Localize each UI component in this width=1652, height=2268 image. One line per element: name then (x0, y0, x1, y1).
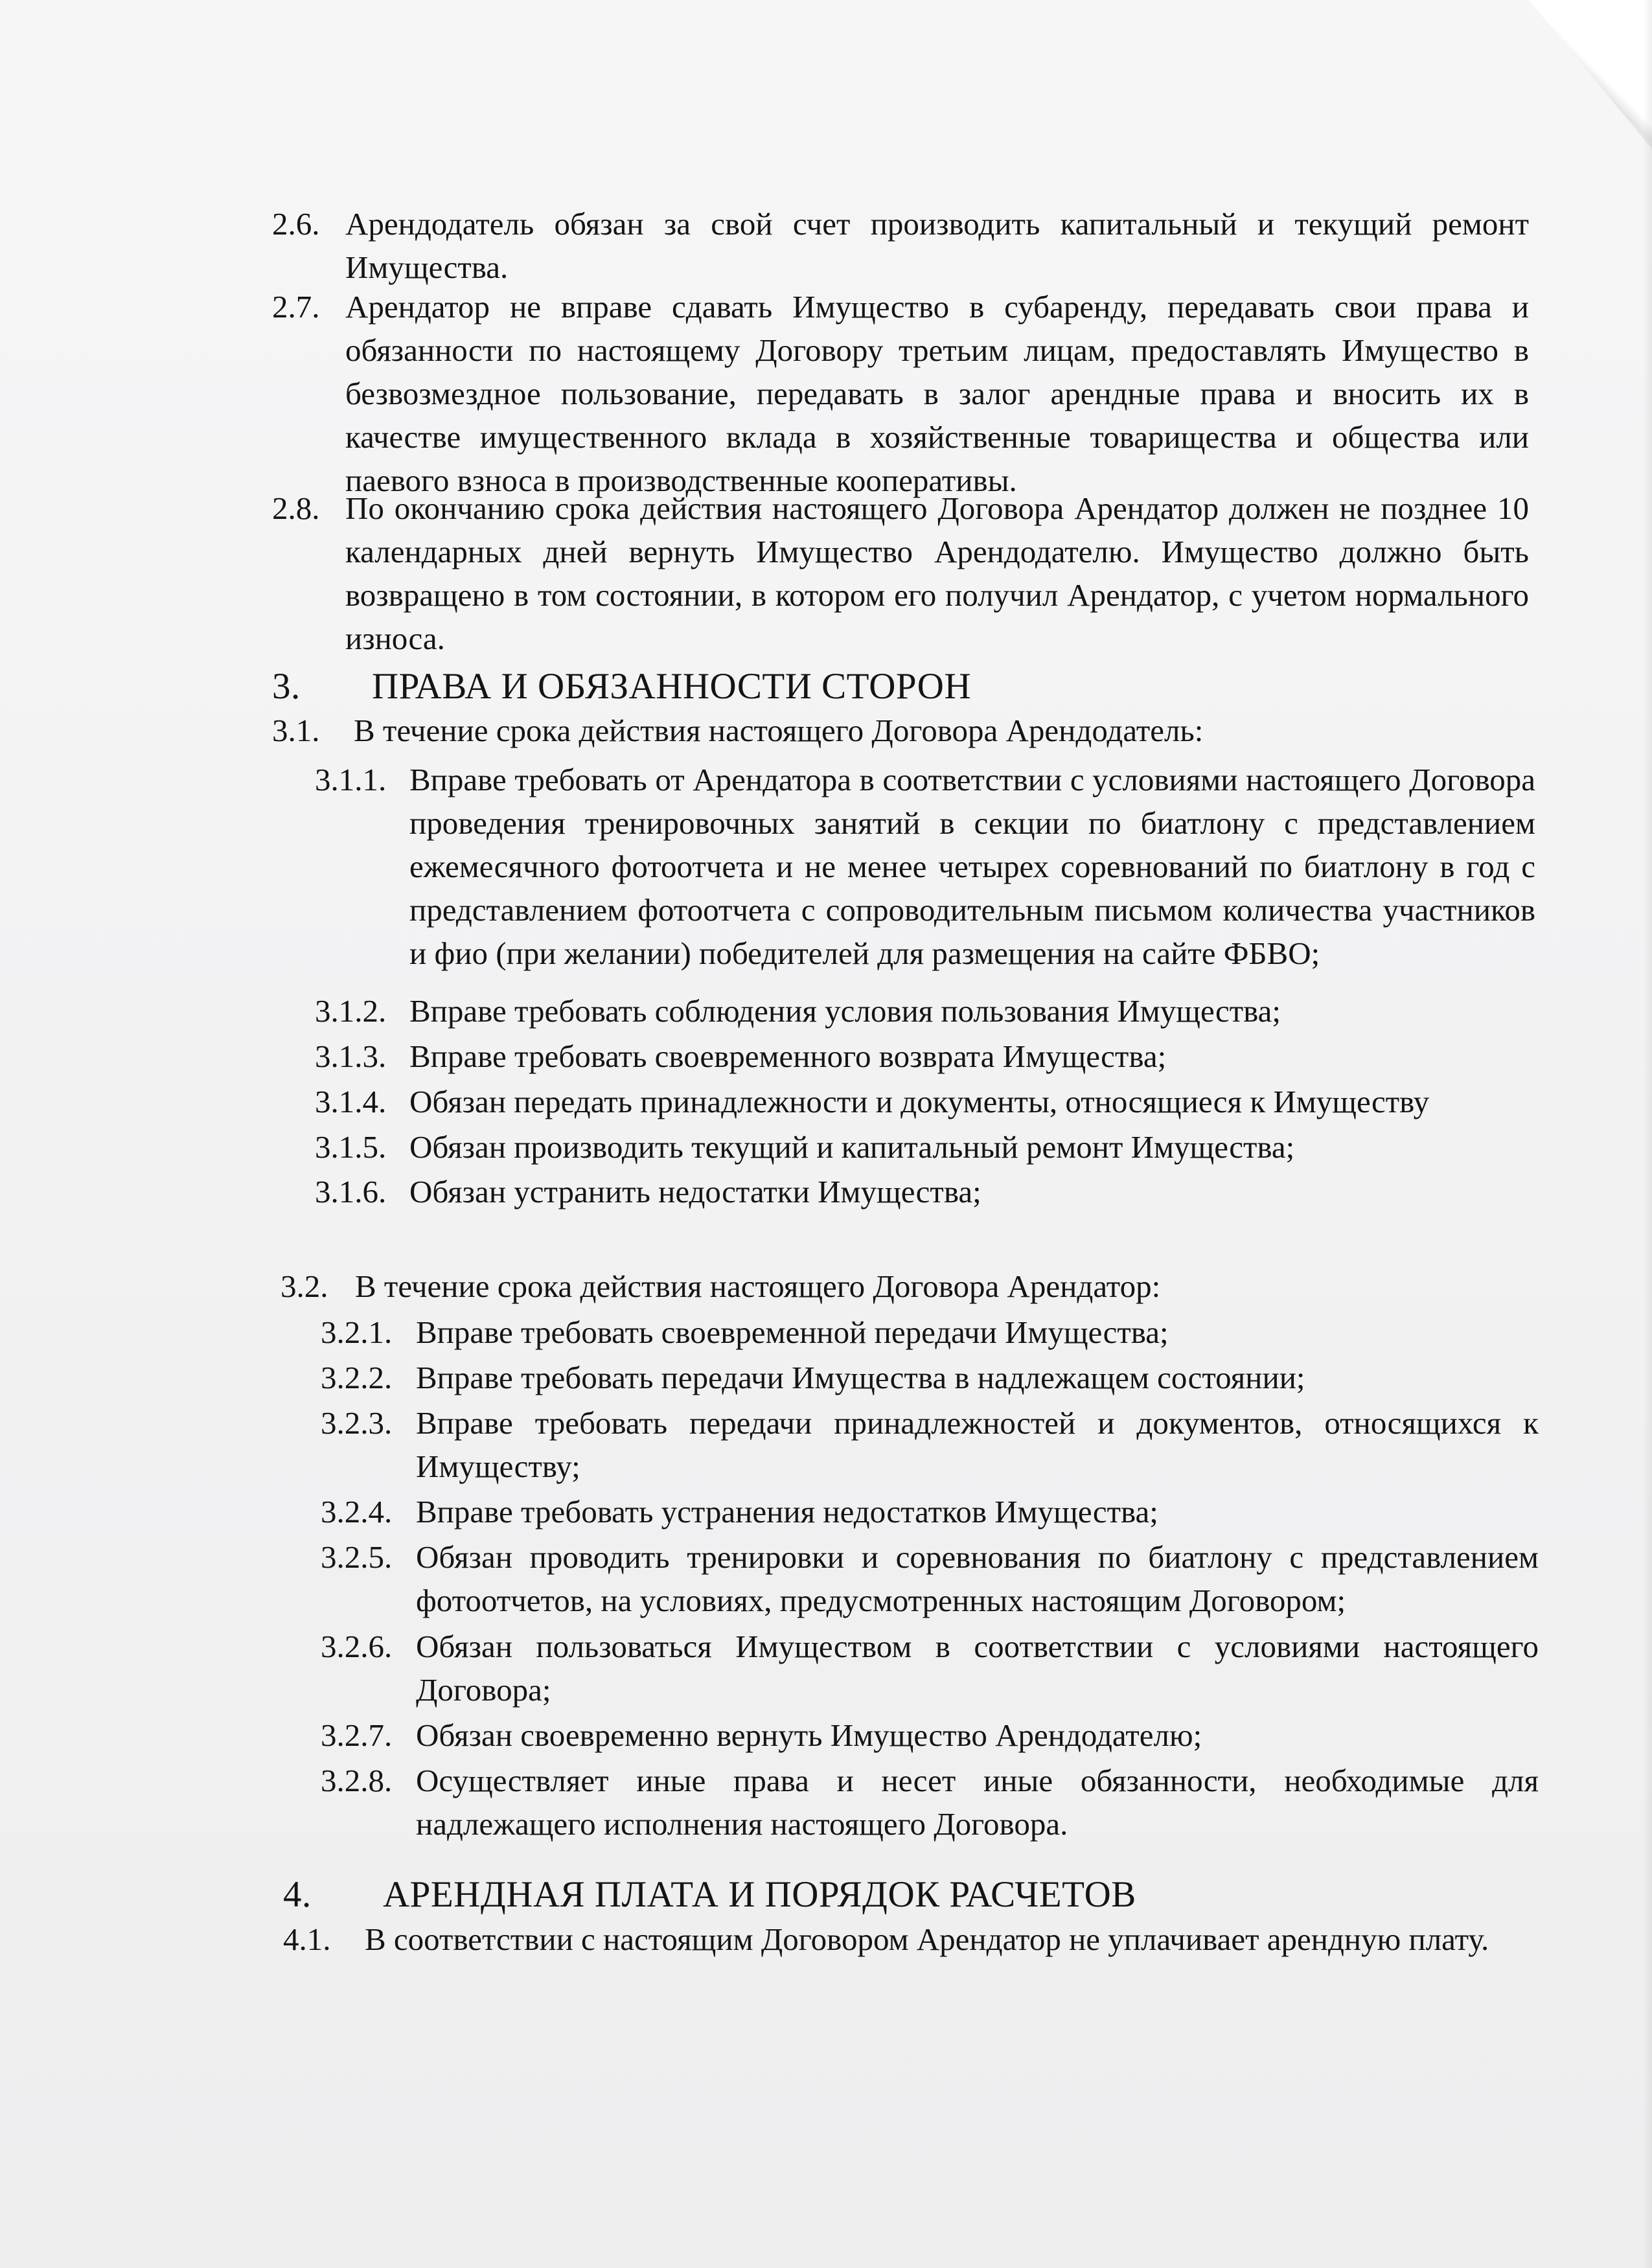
clause-text: В течение срока действия настоящего Договора Арендодатель: (354, 713, 1204, 748)
clause-number: 3.1. (272, 713, 320, 748)
clause-3-1-1 (315, 758, 1535, 975)
clause-2-7 (272, 285, 1529, 502)
clause-number: 3.2.5. (321, 1539, 393, 1575)
clause-3-1-5 (315, 1125, 1535, 1169)
section-number: 4. (283, 1874, 312, 1915)
clause-3-2-1 (321, 1311, 1539, 1354)
clause-4-1 (283, 1918, 1553, 1961)
clause-text: Арендодатель обязан за свой счет производить капитальный и текущий ремонт Имущества. (345, 206, 1529, 285)
section-3-heading (272, 664, 971, 709)
clause-3-1-4 (315, 1080, 1535, 1123)
clause-text: Вправе требовать устранения недостатков Имущества; (416, 1494, 1158, 1529)
clause-text: Вправе требовать соблюдения условия пользования Имущества; (409, 993, 1281, 1029)
clause-text: Обязан своевременно вернуть Имущество Арендодателю; (416, 1717, 1202, 1753)
clause-number: 3.1.1. (315, 762, 387, 797)
clause-number: 3.2.1. (321, 1314, 393, 1350)
clause-number: 3.1.4. (315, 1084, 387, 1119)
clause-number: 3.2.8. (321, 1763, 393, 1798)
clause-number: 3.2. (281, 1268, 328, 1304)
clause-3-1-3 (315, 1035, 1535, 1078)
clause-number: 3.2.4. (321, 1494, 393, 1529)
clause-3-2 (281, 1265, 1537, 1308)
clause-text: По окончанию срока действия настоящего Договора Арендатор должен не позднее 10 календарных дней вернуть Имущество Арендодателю. Имущество должно быть возвращено в том состоянии, в котором его получил Арендатор, с учетом нормального износа. (345, 490, 1529, 656)
clause-text: Вправе требовать от Арендатора в соответствии с условиями настоящего Договора проведения тренировочных занятий в секции по биатлону с представлением ежемесячного фотоотчета и не менее четырех соревнований по биатлону в год с представлением фотоотчета с сопроводительным письмом количества участников и фио (при желании) победителей для размещения на сайте ФБВО; (409, 762, 1535, 971)
section-title: АРЕНДНАЯ ПЛАТА И ПОРЯДОК РАСЧЕТОВ (383, 1874, 1136, 1915)
folded-corner (1529, 0, 1652, 149)
clause-text: Обязан устранить недостатки Имущества; (409, 1174, 981, 1209)
section-title: ПРАВА И ОБЯЗАННОСТИ СТОРОН (372, 666, 972, 707)
clause-text: Осуществляет иные права и несет иные обязанности, необходимые для надлежащего исполнения настоящего Договора. (416, 1763, 1539, 1842)
clause-number: 3.1.2. (315, 993, 387, 1029)
section-number: 3. (272, 666, 301, 707)
clause-number: 3.2.3. (321, 1405, 393, 1441)
clause-3-2-6 (321, 1625, 1539, 1712)
clause-3-1-2 (315, 989, 1535, 1033)
clause-3-2-5 (321, 1535, 1539, 1622)
clause-text: Вправе требовать своевременной передачи Имущества; (416, 1314, 1169, 1350)
clause-3-2-2 (321, 1356, 1539, 1399)
clause-3-1 (272, 709, 1542, 752)
clause-text: Арендатор не вправе сдавать Имущество в субаренду, передавать свои права и обязанности по настоящему Договору третьим лицам, предоставлять Имущество в безвозмездное пользование, передавать в залог арендные права и вносить их в качестве имущественного вклада в хозяйственные товарищества и общества или паевого взноса в производственные кооперативы. (345, 289, 1529, 498)
clause-text: Вправе требовать передачи Имущества в надлежащем состоянии; (416, 1360, 1305, 1395)
page-edge-shadow (1643, 0, 1652, 2268)
clause-3-2-4 (321, 1490, 1539, 1533)
clause-number: 3.2.2. (321, 1360, 393, 1395)
clause-number: 3.1.6. (315, 1174, 387, 1209)
clause-number: 2.6. (272, 206, 320, 242)
clause-text: Обязан пользоваться Имуществом в соответствии с условиями настоящего Договора; (416, 1629, 1539, 1708)
clause-3-1-6 (315, 1170, 1535, 1213)
clause-text: Обязан передать принадлежности и документы, относящиеся к Имуществу (409, 1084, 1430, 1119)
clause-number: 3.2.7. (321, 1717, 393, 1753)
clause-3-2-3 (321, 1401, 1539, 1488)
clause-number: 2.7. (272, 289, 320, 325)
clause-2-6 (272, 202, 1529, 289)
clause-text: Вправе требовать передачи принадлежностей и документов, относящихся к Имуществу; (416, 1405, 1539, 1484)
clause-3-2-7 (321, 1713, 1539, 1757)
clause-text: Обязан производить текущий и капитальный ремонт Имущества; (409, 1129, 1295, 1165)
clause-text: Вправе требовать своевременного возврата Имущества; (409, 1038, 1167, 1074)
clause-text: В течение срока действия настоящего Договора Арендатор: (355, 1268, 1161, 1304)
clause-text: Обязан проводить тренировки и соревнования по биатлону с представлением фотоотчетов, на условиях, предусмотренных настоящим Договором; (416, 1539, 1539, 1618)
clause-number: 3.2.6. (321, 1629, 393, 1664)
clause-2-8 (272, 487, 1529, 660)
clause-number: 4.1. (283, 1921, 331, 1957)
clause-3-2-8 (321, 1759, 1539, 1846)
clause-text: В соответствии с настоящим Договором Арендатор не уплачивает арендную плату. (365, 1921, 1489, 1957)
section-4-heading (283, 1872, 1136, 1918)
clause-number: 3.1.3. (315, 1038, 387, 1074)
clause-number: 3.1.5. (315, 1129, 387, 1165)
clause-number: 2.8. (272, 490, 320, 526)
